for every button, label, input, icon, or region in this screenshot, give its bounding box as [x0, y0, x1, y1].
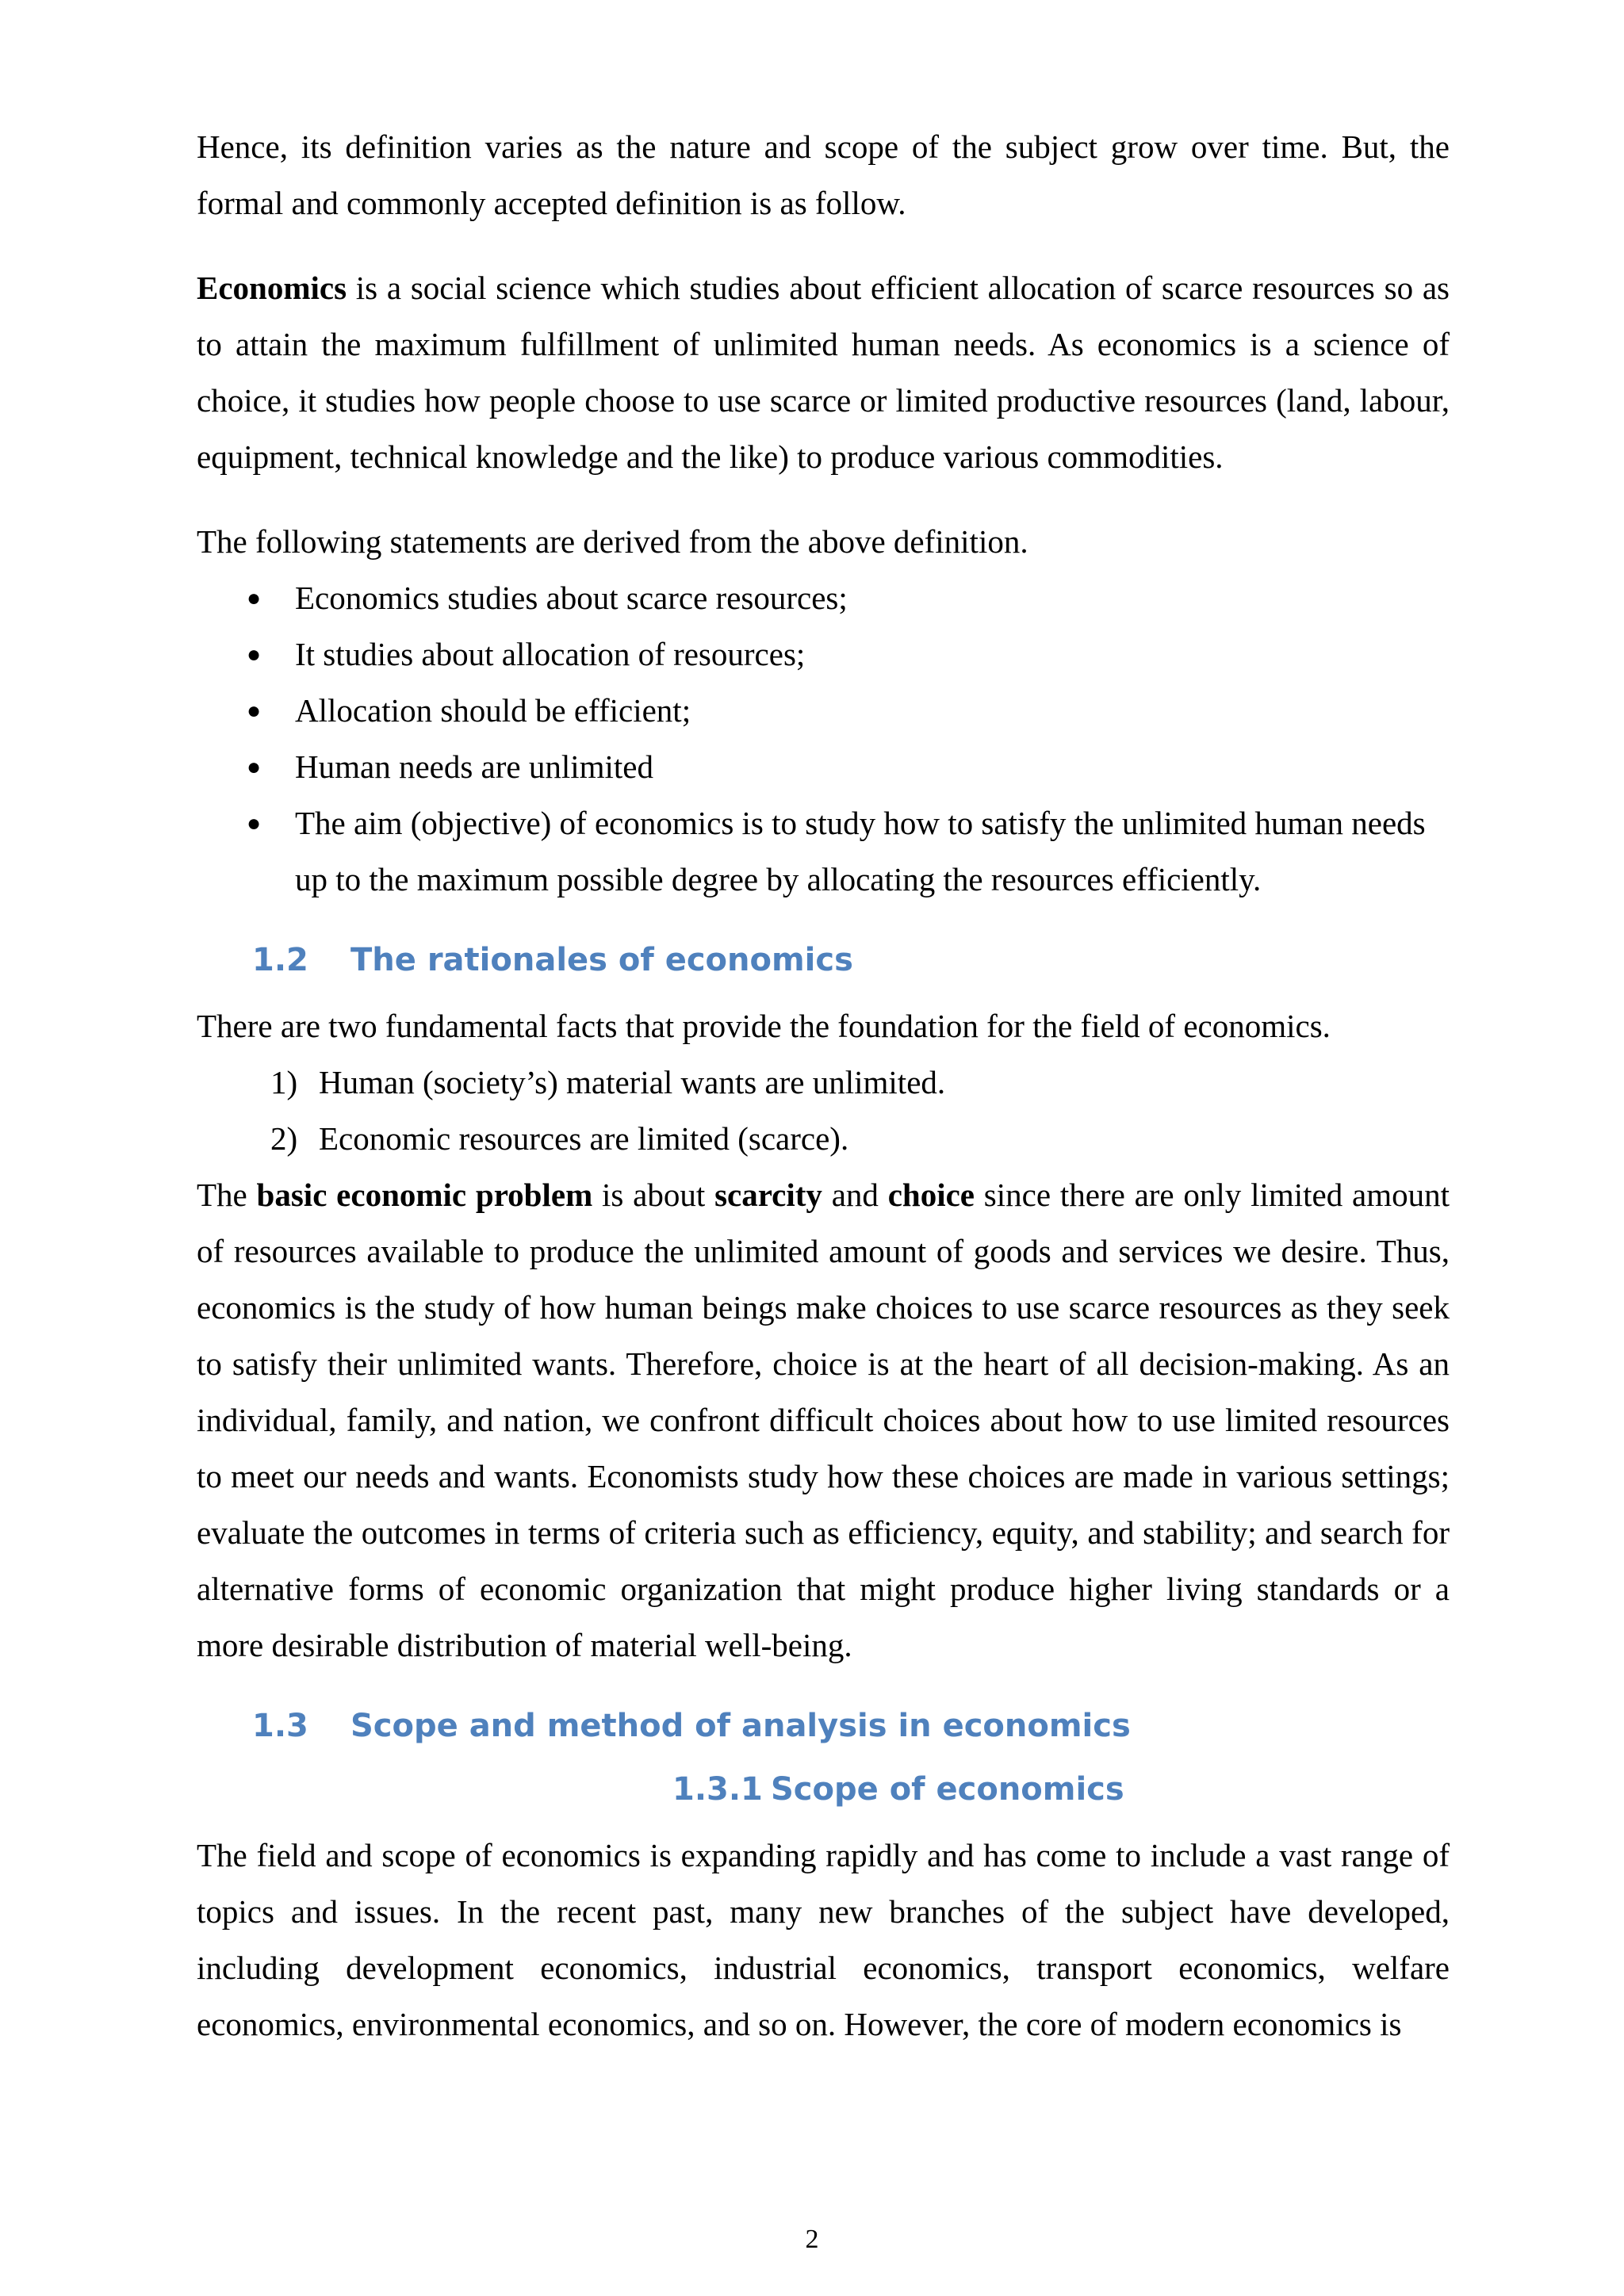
- definition-paragraph: [197, 260, 1450, 485]
- facts-list: [197, 1054, 1450, 1167]
- section-heading-1-2: [197, 936, 1450, 984]
- list-item: 1) Human (society’s) material wants are unlimited.: [270, 1064, 946, 1100]
- list-item: ● Allocation should be efficient;: [197, 683, 1450, 739]
- section-number: 1.2: [252, 942, 308, 978]
- definition-text: is a social science which studies about efficient allocation of scarce resources so as to attain the maximum fulfillment of unlimited human needs. As economics is a science of choice, it studies how people choose to use scarce or limited productive resources (land, labour, equipment, technical knowledge and the like) to produce various commodities.: [197, 270, 1450, 475]
- section-title: Scope and method of analysis in economics: [350, 1708, 1131, 1744]
- statements-lead: The following statements are derived from the above definition.: [197, 523, 1028, 560]
- statements-list: [197, 570, 1450, 908]
- section-title: The rationales of economics: [350, 942, 853, 978]
- definition-term: Economics: [197, 270, 347, 306]
- subsection-heading-1-3-1: [197, 1766, 1450, 1813]
- intro-paragraph: Hence, its definition varies as the nature and scope of the subject grow over time. But, the formal and commonly accepted definition is as follow.: [197, 128, 1450, 221]
- basic-problem-paragraph: The basic economic problem is about scarcity and choice since there are only limited amount of resources available to produce the unlimited amount of goods and services we desire. Thus, economics is the study of how human beings make choices to use scarce resources as they seek to satisfy their unlimited wants. Therefore, choice is at the heart of all decision-making. As an individual, family, and nation, we confront difficult choices about how to use limited resources to meet our needs and wants. Economists study how these choices are made in various settings; evaluate the outcomes in terms of criteria such as efficiency, equity, and stability; and search for alternative forms of economic organization that might produce higher living standards or a more desirable distribution of material well-being.: [197, 1177, 1450, 1663]
- list-item: ● The aim (objective) of economics is to study how to satisfy the unlimited human needs up to the maximum possible degree by allocating the resources efficiently.: [197, 795, 1450, 908]
- list-item: 2) Economic resources are limited (scarce).: [270, 1120, 849, 1157]
- bullet-icon: ●: [247, 754, 262, 780]
- subsection-title: Scope of economics: [771, 1771, 1124, 1808]
- list-item: ● Economics studies about scarce resources;: [197, 570, 1450, 626]
- scope-paragraph: The field and scope of economics is expanding rapidly and has come to include a vast range of topics and issues. In the recent past, many new branches of the subject have developed, including development economics, industrial economics, transport economics, welfare economics, environmental economics, and so on. However, the core of modern economics is: [197, 1837, 1450, 2042]
- list-item: ● It studies about allocation of resources;: [197, 626, 1450, 683]
- section-heading-1-3: [197, 1702, 1450, 1750]
- bullet-icon: ●: [247, 698, 262, 724]
- list-item: ● Human needs are unlimited: [197, 739, 1450, 795]
- page-number: 2: [805, 2225, 819, 2254]
- rationale-lead: There are two fundamental facts that provide the foundation for the field of economics.: [197, 1008, 1331, 1044]
- bullet-icon: ●: [247, 810, 262, 836]
- subsection-number: 1.3.1: [672, 1771, 763, 1808]
- section-number: 1.3: [252, 1708, 308, 1744]
- bullet-icon: ●: [247, 585, 262, 611]
- bullet-icon: ●: [247, 641, 262, 668]
